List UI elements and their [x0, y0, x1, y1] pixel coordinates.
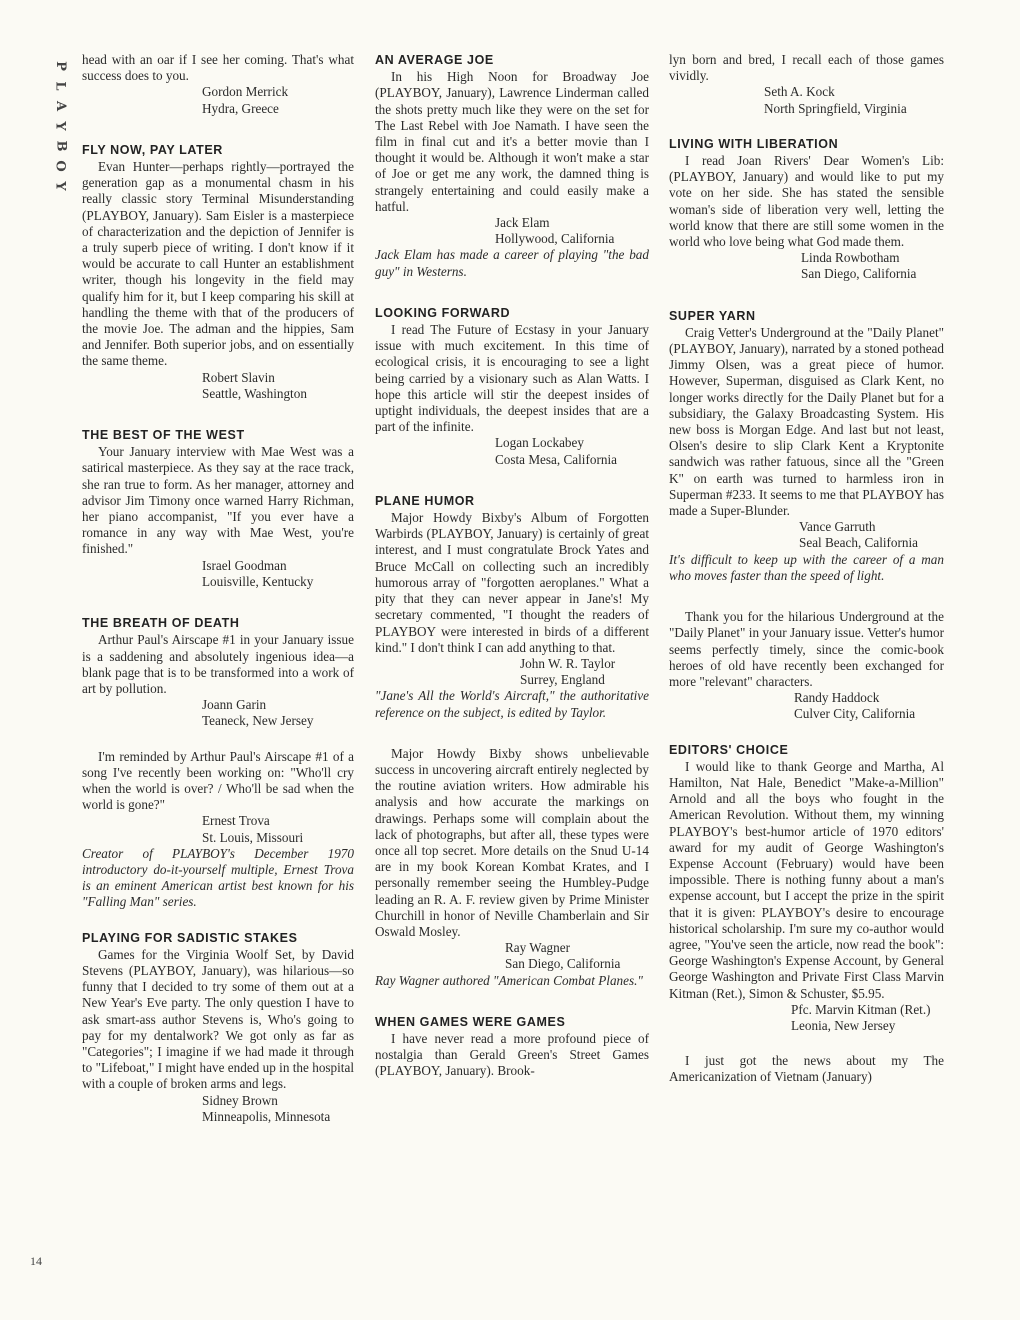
editor-note: Creator of PLAYBOY's December 1970 introductory do-it-yourself multiple, Ernest Trova is an eminent American artist best known for his "Falling Man" series. — [82, 845, 354, 910]
letter-body: I just got the news about my The Americanization of Vietnam (January) — [669, 1053, 944, 1085]
signature: Sidney Brown Minneapolis, Minnesota — [202, 1092, 331, 1124]
signature: Ernest Trova St. Louis, Missouri — [202, 813, 304, 845]
signature: Gordon Merrick Hydra, Greece — [202, 84, 289, 116]
letter-body: Major Howdy Bixby's Album of Forgotten Warbirds (PLAYBOY, January) is certainly of great interest, and I must congratulate Brock Yates and Bruce McCall on collecting such an incredibly humorous array of "forgotten aeroplanes." What a pity that they can never appear in Jane's! My secretary commented, "I thought the readers of PLAYBOY were interested in birds of a different kind." I don't think I can add anything to that. — [375, 510, 649, 655]
section-heading: THE BEST OF THE WEST — [82, 428, 245, 443]
signature: Logan Lockabey Costa Mesa, California — [495, 435, 617, 467]
signature: Randy Haddock Culver City, California — [794, 690, 916, 722]
section-heading: AN AVERAGE JOE — [375, 53, 494, 67]
letter-body: lyn born and bred, I recall each of those games vividly. — [669, 52, 944, 84]
editor-note: Ray Wagner authored "American Combat Planes." — [375, 972, 643, 988]
signature: Linda Rowbotham San Diego, California — [801, 250, 917, 282]
letter-body: In his High Noon for Broadway Joe (PLAYBOY, January), Lawrence Linderman called the shots pretty much like they were on the set for The Last Rebel with Joe Namath. I have seen the film in final cut and it's a better movie than I thought it would be. Although it won't make a star of Joe or get me any work, the damned thing is strangely entertaining and could easily make a hatful. — [375, 69, 649, 214]
letter-body: Craig Vetter's Underground at the "Daily Planet" (PLAYBOY, January), narrated by a stoned pothead Jimmy Olsen, was a great piece of humor. However, Superman, disguised as Clark Kent, no longer works directly for the Daily Planet but for a subsidiary, the Galaxy Broadcasting System. His new boss is Morgan Edge. And last but not least, Olsen's desire to slip Clark Kent a Kryptonite sandwich was rather fatuous, since all the "Green K" on earth was turned to harmless iron in Superman #233. It seems to me that PLAYBOY has made a Super-Blunder. — [669, 324, 944, 519]
page-number: 14 — [30, 1254, 42, 1268]
signature: Jack Elam Hollywood, California — [495, 215, 615, 247]
signature: Pfc. Marvin Kitman (Ret.) Leonia, New Jersey — [791, 1001, 931, 1033]
signature: Ray Wagner San Diego, California — [505, 940, 621, 972]
signature: Joann Garin Teaneck, New Jersey — [202, 697, 314, 729]
signature: Israel Goodman Louisville, Kentucky — [202, 557, 314, 589]
section-heading: LIVING WITH LIBERATION — [669, 136, 839, 151]
letter-body: I read The Future of Ecstasy in your January issue with much excitement. In this time of ecological crisis, it is encouraging to see a light being carried by a visionary such as Alan Watts. I hope this article will stir the deepest insides of uptight individuals, the deepest insides that are a part of the infinite. — [375, 322, 649, 435]
letter-body: I read Joan Rivers' Dear Women's Lib: (PLAYBOY, January) and would like to put my vote on her side. She has stated the sensible woman's side of liberation very well, letting the world know that there are still some women in the world who love being what God made them. — [669, 153, 944, 250]
section-heading: LOOKING FORWARD — [375, 305, 511, 320]
letter-body: Games for the Virginia Woolf Set, by David Stevens (PLAYBOY, January), was hilarious—so funny that I decided to try some of them out at a New Year's Eve party. The only question I have to ask smart-ass author Stevens is, Who's going to pay for my dentalwork? We got only as far as "Categories"; I imagine if we had made it through to "Lifeboat," I might have ended up in the hospital with a couple of broken arms and legs. — [82, 946, 354, 1092]
letter-body: I would like to thank George and Martha, Al Hamilton, Nat Hale, Benedict "Make-a-Million" Arnold and all the boys who fought in the American Revolution. Without them, my winning PLAYBOY's best-humor article of 1970 editors' award for my audit of George Washington's Expense Account (February) would have been impossible. There is nothing funny about a man's expense account, but I accept the prize in the spirit that it is given: PLAYBOY's desire to encourage historical scholarship. I'm sure my co-author would agree, "You've seen the article, now read the book": George Washington's Expense Account, by General George Washington and Private First Class Marvin Kitman (Ret.), Simon & Schuster, $5.95. — [669, 758, 944, 1001]
signature: Robert Slavin Seattle, Washington — [202, 369, 307, 401]
signature: Vance Garruth Seal Beach, California — [799, 519, 919, 551]
letter-body: Evan Hunter—perhaps rightly—portrayed the generation gap as a monumental chasm in his really classic story Terminal Misunderstanding (PLAYBOY, January). Sam Eisler is a masterpiece of characterization and the depiction of Jennifer is a truly superb piece of writing. I don't know if it would be accurate to call Hunter an establishment writer, though his longevity in the field may qualify him for it, but I keep comparing his skill at handling the theme with that of the producers of the movie Joe. The adman and the hippies, Sam and Jennifer. Both superior jobs, and on essentially the same theme. — [82, 159, 354, 369]
section-heading: EDITORS' CHOICE — [669, 742, 789, 757]
section-heading: THE BREATH OF DEATH — [82, 616, 240, 631]
letter-body: Your January interview with Mae West was a satirical masterpiece. As they say at the race track, she ran true to form. As her manager, attorney and advisor Jim Timony once warned Harry Richman, her piano accompanist, "If you ever have a romance in any way with Mae West, you're finished." — [82, 444, 354, 557]
section-heading: WHEN GAMES WERE GAMES — [375, 1014, 566, 1029]
letter-body: Thank you for the hilarious Underground at the "Daily Planet" in your January issue. Vetter's humor seems perfectly timely, since the comic-book heroes of old have recently been exchanged for more "relevant" characters. — [669, 609, 944, 689]
signature: John W. R. Taylor Surrey, England — [520, 655, 616, 688]
editor-note: It's difficult to keep up with the career of a man who moves faster than the speed of light. — [669, 551, 944, 583]
letter-body: head with an oar if I see her coming. That's what success does to you. — [82, 52, 354, 84]
section-heading: PLANE HUMOR — [375, 493, 475, 508]
column-1 — [82, 52, 354, 1125]
letter-body: I'm reminded by Arthur Paul's Airscape #1 of a song I've recently been working on: "Who'll cry when the world is over? / Who'll be sad when the world is gone?" — [82, 748, 354, 813]
letter-body: Arthur Paul's Airscape #1 in your January issue is a saddening and absolutely ingenious idea—a blank page that is to be transformed into a work of art by pollution. — [82, 632, 354, 696]
masthead: P L A Y B O Y — [52, 61, 68, 191]
letter-body: I have never read a more profound piece of nostalgia than Gerald Green's Street Games (PLAYBOY, January). Brook- — [375, 1030, 649, 1079]
section-heading: PLAYING FOR SADISTIC STAKES — [82, 930, 298, 945]
section-heading: SUPER YARN — [669, 308, 756, 323]
column-3 — [669, 52, 944, 1086]
editor-note: Jack Elam has made a career of playing "the bad guy" in Westerns. — [375, 247, 649, 279]
column-2 — [375, 52, 649, 1080]
section-heading: FLY NOW, PAY LATER — [82, 142, 223, 157]
letter-body: Major Howdy Bixby shows unbelievable success in uncovering aircraft entirely neglected by the routine aviation writers. How admirable his analysis and how accurate the markings on drawings. Perhaps some will complain about the lack of photographs, but after all, these types were once all top secret. More details on the Snud U-14 are in my book Korean Kombat Krates, and I personally remember seeing the Humbley-Pudge leading an R. A. F. review given by Prime Minister Churchill in honor of Neville Chamberlain and Sir Oswald Mosley. — [375, 745, 649, 939]
signature: Seth A. Kock North Springfield, Virginia — [764, 84, 907, 116]
editor-note: "Jane's All the World's Aircraft," the authoritative reference on the subject, is edited by Taylor. — [375, 688, 649, 720]
